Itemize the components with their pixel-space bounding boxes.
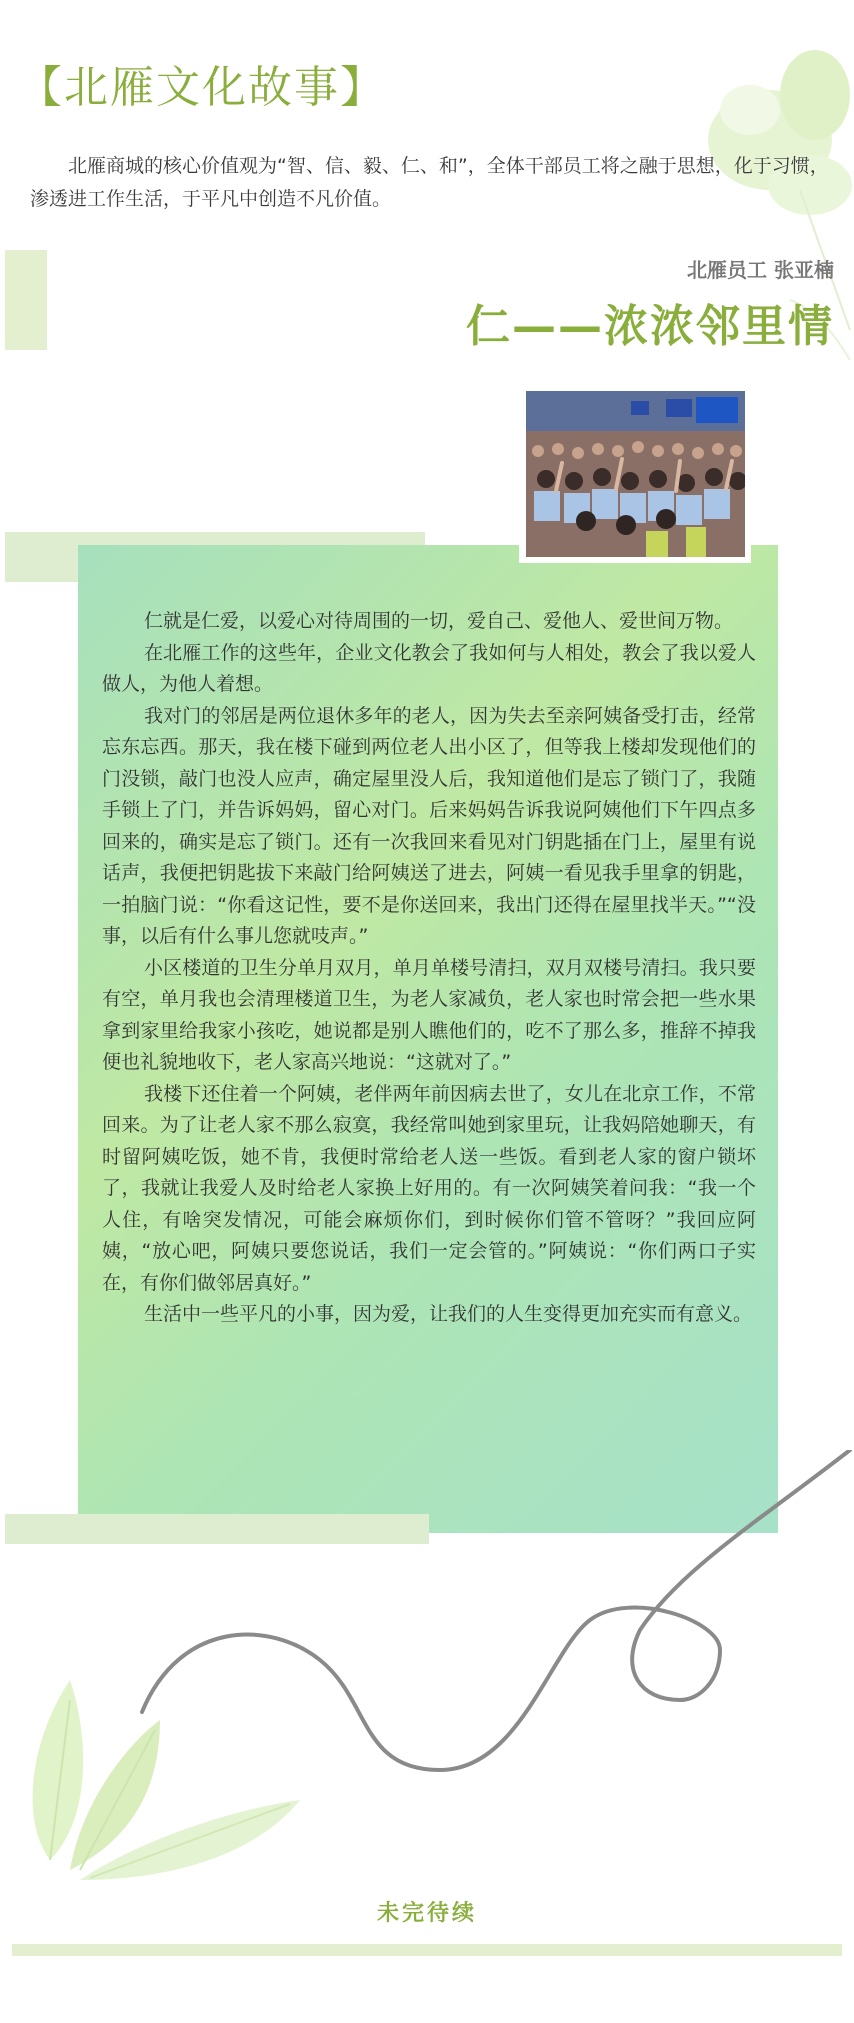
story-photo-frame	[519, 388, 751, 563]
to-be-continued-note: 未完待续	[376, 1901, 477, 1926]
section-title: 【北雁文化故事】	[18, 62, 386, 113]
story-paragraph: 小区楼道的卫生分单月双月，单月单楼号清扫，双月双楼号清扫。我只要有空，单月我也会清理楼道卫生，为老人家减负，老人家也时常会把一些水果拿到家里给我家小孩吃，她说都是别人瞧他们的，吃不了那么多，推辞不掉我便也礼貌地收下，老人家高兴地说：“这就对了。”	[102, 956, 756, 1073]
story-photo	[526, 391, 745, 557]
classroom-photo-illustration	[526, 391, 745, 557]
story-paragraph: 仁就是仁爱，以爱心对待周围的一切，爱自己、爱他人、爱世间万物。	[144, 610, 734, 632]
story-paragraph: 我对门的邻居是两位退休多年的老人，因为失去至亲阿姨备受打击，经常忘东忘西。那天，我在楼下碰到两位老人出小区了，但等我上楼却发现他们的门没锁，敲门也没人应声，确定屋里没人后，我知道他们是忘了锁门了，我随手锁上了门，并告诉妈妈，留心对门。后来妈妈告诉我说阿姨他们下午四点多回来的，确实是忘了锁门。还有一次我回来看见对门钥匙插在门上，屋里有说话声，我便把钥匙拔下来敲门给阿姨送了进去，阿姨一看见我手里拿的钥匙，一拍脑门说：“你看这记性，要不是你送回来，我出门还得在屋里找半天。”“没事，以后有什么事儿您就吱声。”	[102, 704, 756, 947]
decorative-leaves-bottom-left	[10, 1680, 310, 1890]
story-title: 仁——浓浓邻里情	[466, 301, 834, 352]
footer-divider-bar	[12, 1944, 842, 1956]
story-paragraph: 在北雁工作的这些年，企业文化教会了我如何与人相处，教会了我以爱人做人，为他人着想。	[102, 641, 756, 695]
story-paragraph: 生活中一些平凡的小事，因为爱，让我们的人生变得更加充实而有意义。	[144, 1303, 753, 1325]
author-byline: 北雁员工 张亚楠	[687, 258, 834, 282]
decorative-block-left	[5, 250, 47, 350]
story-paragraph: 我楼下还住着一个阿姨，老伴两年前因病去世了，女儿在北京工作，不常回来。为了让老人家不那么寂寞，我经常叫她到家里玩，让我妈陪她聊天，有时留阿姨吃饭，她不肯，我便时常给老人送一些饭。看到老人家的窗户锁坏了，我就让我爱人及时给老人家换上好用的。有一次阿姨笑着问我：“我一个人住，有啥突发情况，可能会麻烦你们，到时候你们管不管呀？”我回应阿姨，“放心吧，阿姨只要您说话，我们一定会管的。”阿姨说：“你们两口子实在，有你们做邻居真好。”	[102, 1082, 756, 1294]
story-body	[102, 606, 756, 1331]
intro-paragraph: 北雁商城的核心价值观为“智、信、毅、仁、和”，全体干部员工将之融于思想，化于习惯，渗透进工作生活，于平凡中创造不凡价值。	[30, 155, 829, 210]
